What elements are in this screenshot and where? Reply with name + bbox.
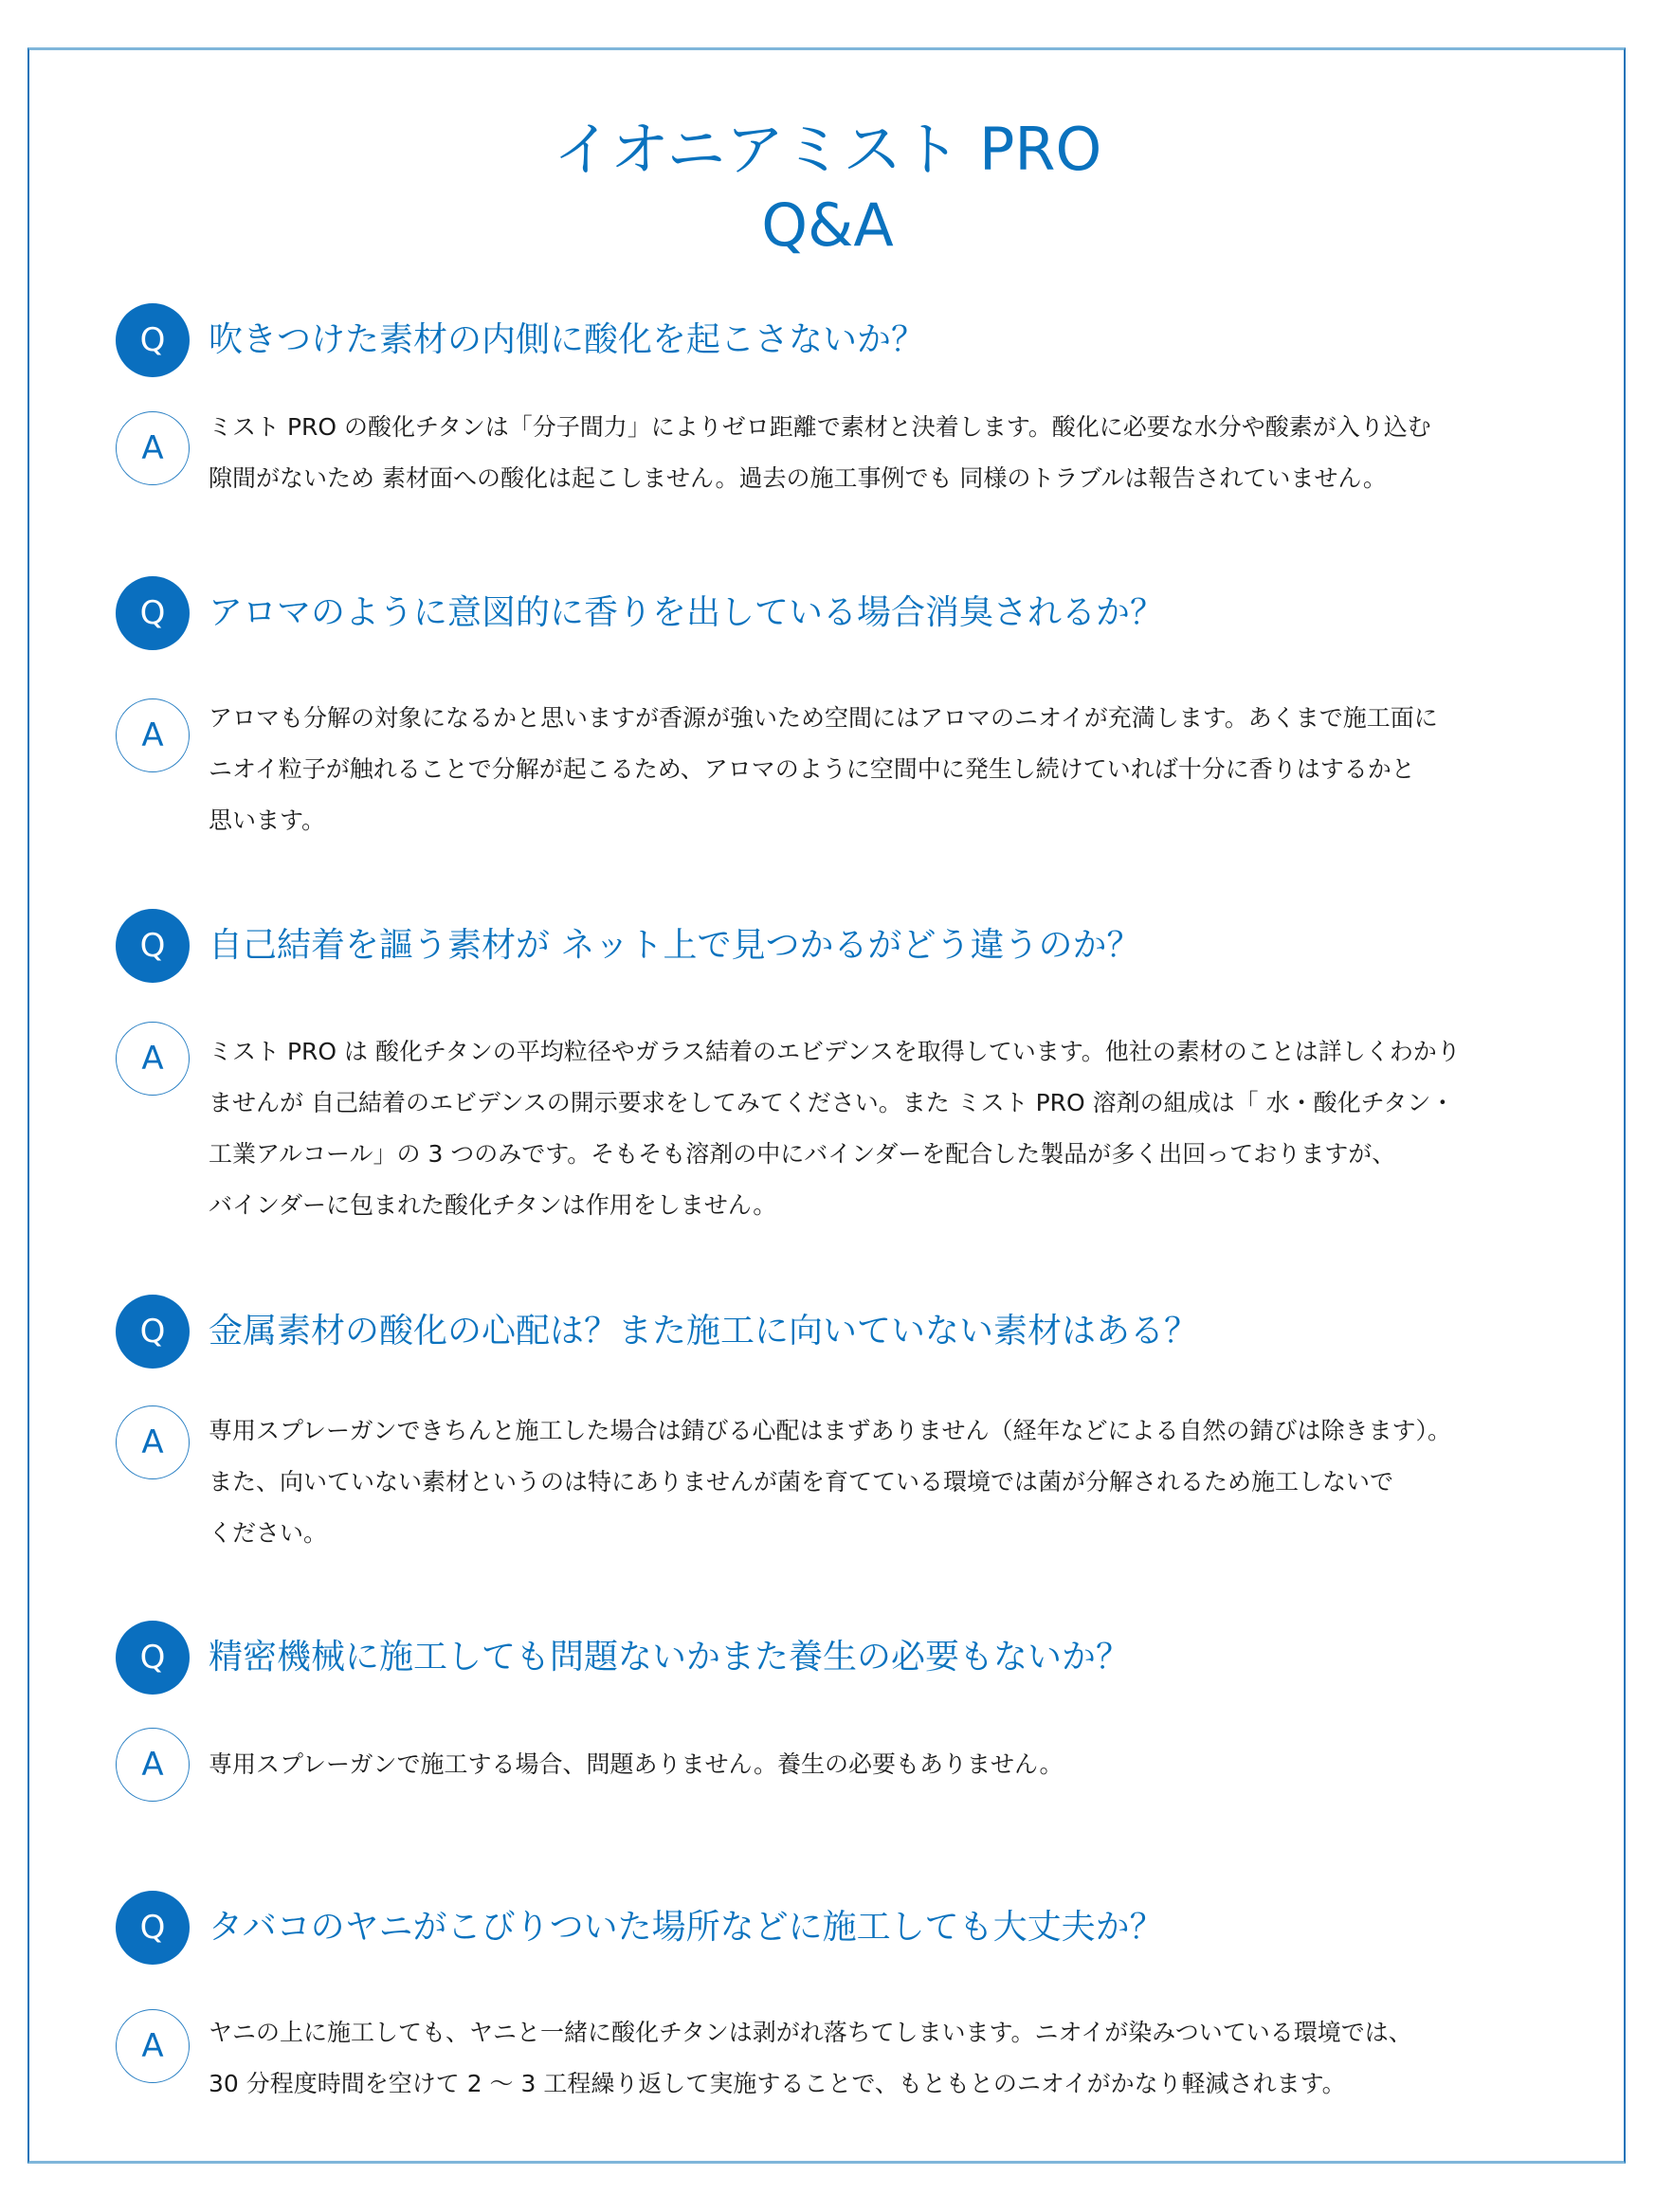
answer-text <box>209 1026 1555 1231</box>
title-line-2: Q&A <box>761 190 894 260</box>
question-text: 精密機械に施工しても問題ないかまた養生の必要もないか？ <box>209 1638 1131 1677</box>
answer-line: ください。 <box>209 1519 328 1547</box>
answer-text <box>209 402 1555 504</box>
answer-badge: A <box>116 2009 190 2083</box>
title-line-1: イオニアミスト PRO <box>553 115 1102 184</box>
answer-line: 専用スプレーガンできちんと施工した場合は錆びる心配はまずありません（経年などによる自然の錆びは除きます）。 <box>209 1417 1452 1444</box>
question-text: 自己結着を謳う素材が ネット上で見つかるがどう違うのか？ <box>209 926 1141 965</box>
answer-text <box>209 2007 1555 2110</box>
answer-line: 思います。 <box>209 807 326 834</box>
answer-badge: A <box>116 1728 190 1802</box>
answer-line: バインダーに包まれた酸化チタンは作用をしません。 <box>209 1191 777 1219</box>
answer-text <box>209 693 1555 846</box>
question-text: 金属素材の酸化の心配は？また施工に向いていない素材はある？ <box>209 1312 1199 1351</box>
answer-line: 工業アルコール」の 3 つのみです。そもそも溶剤の中にバインダーを配合した製品が多く出回っておりますが、 <box>209 1140 1396 1168</box>
answer-text <box>209 1405 1555 1559</box>
answer-line: ヤニの上に施工しても、ヤニと一緒に酸化チタンは剥がれ落ちてしまいます。ニオイが染みついている環境では、 <box>209 2019 1412 2046</box>
answer-badge: A <box>116 698 190 772</box>
answer-line: ミスト PRO は 酸化チタンの平均粒径やガラス結着のエビデンスを取得しています。他社の素材のことは詳しくわかり <box>209 1038 1461 1065</box>
answer-line: 30 分程度時間を空けて 2 ～ 3 工程繰り返して実施することで、もともとのニオイがかなり軽減されます。 <box>209 2070 1346 2097</box>
question-badge: Q <box>116 1621 190 1695</box>
answer-line: ミスト PRO の酸化チタンは「分子間力」によりゼロ距離で素材と決着します。酸化に必要な水分や酸素が入り込む <box>209 413 1431 441</box>
answer-line: 隙間がないため 素材面への酸化は起こしません。過去の施工事例でも 同様のトラブルは報告されていません。 <box>209 464 1387 492</box>
question-text: アロマのように意図的に香りを出している場合消臭されるか？ <box>209 593 1165 632</box>
answer-line: ませんが 自己結着のエビデンスの開示要求をしてみてください。また ミスト PRO 溶剤の組成は「 水・酸化チタン・ <box>209 1089 1455 1116</box>
answer-badge: A <box>116 411 190 485</box>
answer-badge: A <box>116 1022 190 1096</box>
question-badge: Q <box>116 1891 190 1965</box>
question-badge: Q <box>116 909 190 983</box>
question-text: タバコのヤニがこびりついた場所などに施工しても大丈夫か？ <box>209 1908 1164 1947</box>
answer-badge: A <box>116 1405 190 1479</box>
question-text: 吹きつけた素材の内側に酸化を起こさないか？ <box>209 320 926 359</box>
answer-line: また、向いていない素材というのは特にありませんが菌を育てている環境では菌が分解されるため施工しないで <box>209 1468 1394 1496</box>
question-badge: Q <box>116 303 190 377</box>
answer-line: アロマも分解の対象になるかと思いますが香源が強いため空間にはアロマのニオイが充満します。あくまで施工面に <box>209 704 1438 732</box>
answer-line: 専用スプレーガンで施工する場合、問題ありません。養生の必要もありません。 <box>209 1750 1064 1778</box>
page-title <box>0 112 1655 263</box>
question-badge: Q <box>116 576 190 650</box>
answer-line: ニオイ粒子が触れることで分解が起こるため、アロマのように空間中に発生し続けていれば十分に香りはするかと <box>209 755 1415 783</box>
answer-text <box>209 1739 1555 1790</box>
question-badge: Q <box>116 1295 190 1369</box>
